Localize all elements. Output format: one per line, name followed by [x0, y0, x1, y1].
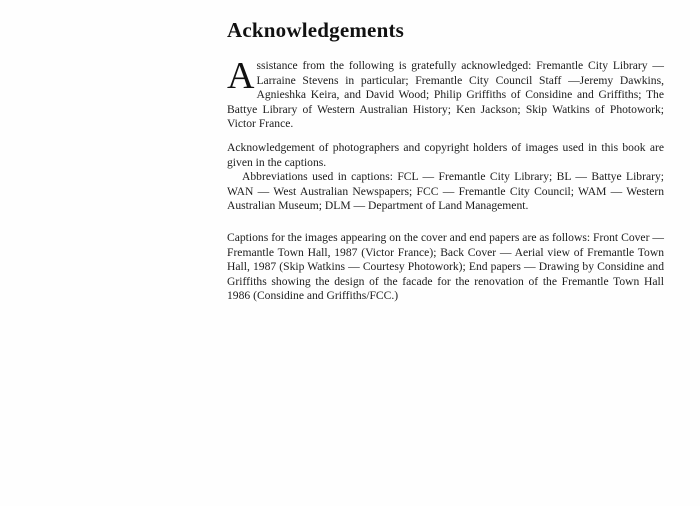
- abbreviations-text: Abbreviations used in captions: FCL — Fremantle City Library; BL — Battye Library; WAN — West Australian Newspapers; FCC — Fremantle City Council; WAM — Western Australian Museum; DLM — Department of Land Management.: [227, 170, 664, 213]
- captions-text: Captions for the images appearing on the cover and end papers are as follows: Front Cover — Fremantle Town Hall, 1987 (Victor France); Back Cover — Aerial view of Fremantle Town Hall, 1987 (Skip Watkins — Courtesy Photowork); End papers — Drawing by Considine and Griffiths showing the design of the facade for the renovation of the Fremantle Town Hall 1986 (Considine and Griffiths/FCC.): [227, 231, 664, 303]
- assistance-paragraph: [227, 55, 664, 132]
- photographers-paragraph: [227, 141, 664, 214]
- assistance-text: ssistance from the following is gratefully acknowledged: Fremantle City Library — Larraine Stevens in particular; Fremantle City Council Staff —Jeremy Dawkins, Agnieshka Keira, and David Wood; Philip Griffiths of Considine and Griffiths; The Battye Library of Western Australian History; Ken Jackson; Skip Watkins of Photowork; Victor France.: [227, 59, 664, 131]
- photographers-text: Acknowledgement of photographers and copyright holders of images used in this book are given in the captions.: [227, 141, 664, 169]
- drop-cap: A: [227, 55, 255, 97]
- captions-paragraph: [227, 231, 664, 304]
- page-title: Acknowledgements: [227, 18, 405, 42]
